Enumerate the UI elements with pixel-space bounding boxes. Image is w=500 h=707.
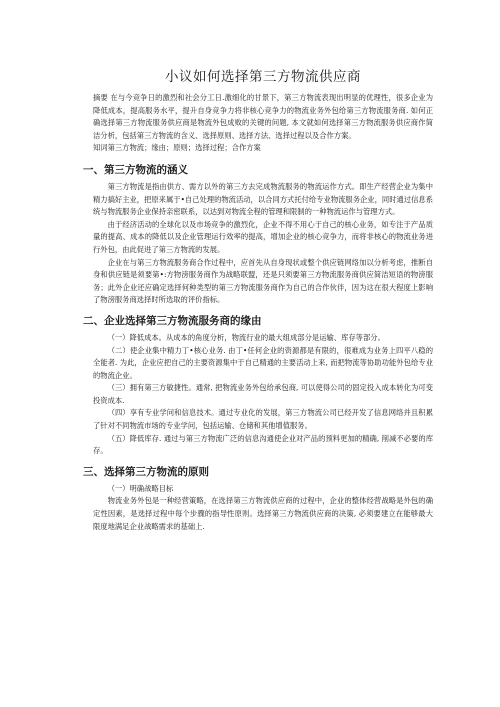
section-3-subheading: （一）明确战略目标 — [107, 483, 174, 493]
section-1-paragraph-2: 由于经济活动的全球化以及市场竞争的激烈化，企业不得不用心于自己的核心业务，如专注于产品质量的提高、成本的降低以及企业管理运行效率的提高，增加企业的核心竞争力，而将非核心的物流业务进行外包，由此促进了第三方物流的发展。 — [93, 219, 433, 254]
section-1-paragraph-1: 第三方物流是指由供方、需方以外的第三方去完成物流服务的物流运作方式。即生产经营企业为集中精力搞好主业，把原来属于•自己处理的物流活动，以合同方式托付给专业物流服务企业，同时通过信息系统与物流服务企业保持亲密联系，以达到对物流全程的管理和限制的一种物流运作与管理方式。 — [93, 181, 433, 217]
document-title: 小议如何选择第三方物流供应商 — [165, 69, 361, 85]
section-2-paragraph-3: （三）拥有第三方敏捷性。通常, 把物流业务外包给承包商, 可以使得公司的固定投入成本转化为可变投资成本. — [93, 383, 433, 405]
section-2-paragraph-5: （五）降低库存. 通过与第三方物流广泛的信息沟通使企业对产品的预料更加的精确, 削减不必要的库存。 — [93, 433, 433, 456]
keywords: 知词第三方物流；缘由；原则；选择过程；合作方案 — [93, 143, 261, 153]
section-heading-3: 三、选择第三方物流的原则 — [83, 465, 209, 478]
section-2-paragraph-1: （一）降低成本。从成本的角度分析，物流行业的最大组成部分是运输、库存等部分。 — [107, 332, 385, 342]
section-2-paragraph-2: （二）使企业集中精力丁•核心业务. 由丁•任何企业的资源都是有限的，很难成为业务上四平八稳的全能者. 为此，企业应把自己的主要资源集中于自己精通的主要活动上来, 而把物流等协助功能外包给专业的物流企业。 — [93, 345, 433, 380]
section-2-paragraph-4: （四）享有专业学问和信息技术。通过专业化的发展，第三方物流公司已经开发了信息网络并且积累了针对不同物流市场的专业学问，包括运输、仓储和其他增值服务。 — [93, 408, 433, 431]
abstract: 摘要 在与今竞争日的激烈和社会分工日.激细化的甘景下，第三方物流表现出明显的优理性，很多企业为降低成本，提高服务水平，提升自身竞争力将非核心竞争力的物流业务外包给第三方物流服务商. 如何正确选择第三方物流服务供应商是物流外包成败的关键的问题, 本文就如何选择第三方物流服务供应商作简洁分析，包括第三方物流的含义、选择原则、选择方法、选择过程以及合作方案。 — [93, 93, 433, 140]
section-heading-2: 二、企业选择第三方物流服务商的缘由 — [83, 314, 262, 327]
section-heading-1: 一、第三方物流的涵义 — [83, 163, 188, 176]
section-1-paragraph-3: 企业在与第三方物流服务商合作过程中，应首先从自身现状或整个供应链网络加以分析考虑，推断自身和供应链是须要第•:方物滂服务商作为战略联盟，还是只须要第三方物流服务商供应简洁短语的物滂服务；此外企业还应确定选择何种类型的第三方物流服务商作为自己的合作伙伴，因为这在很大程度上影响了物滂服务商选择时所选取的评价指标。 — [93, 257, 433, 305]
section-3-paragraph-1: 物流业务外包是一种经营策略，在选择第三方物流供应商的过程中，企业的整体经营战略是外包的确定性因素，是选择过程中每个步骤的指导性原则。选择第三方物流供应商的决策, 必须要建立在能够最大限度地满足企业战略需求的基础上. — [93, 496, 433, 531]
document-body — [83, 68, 433, 533]
